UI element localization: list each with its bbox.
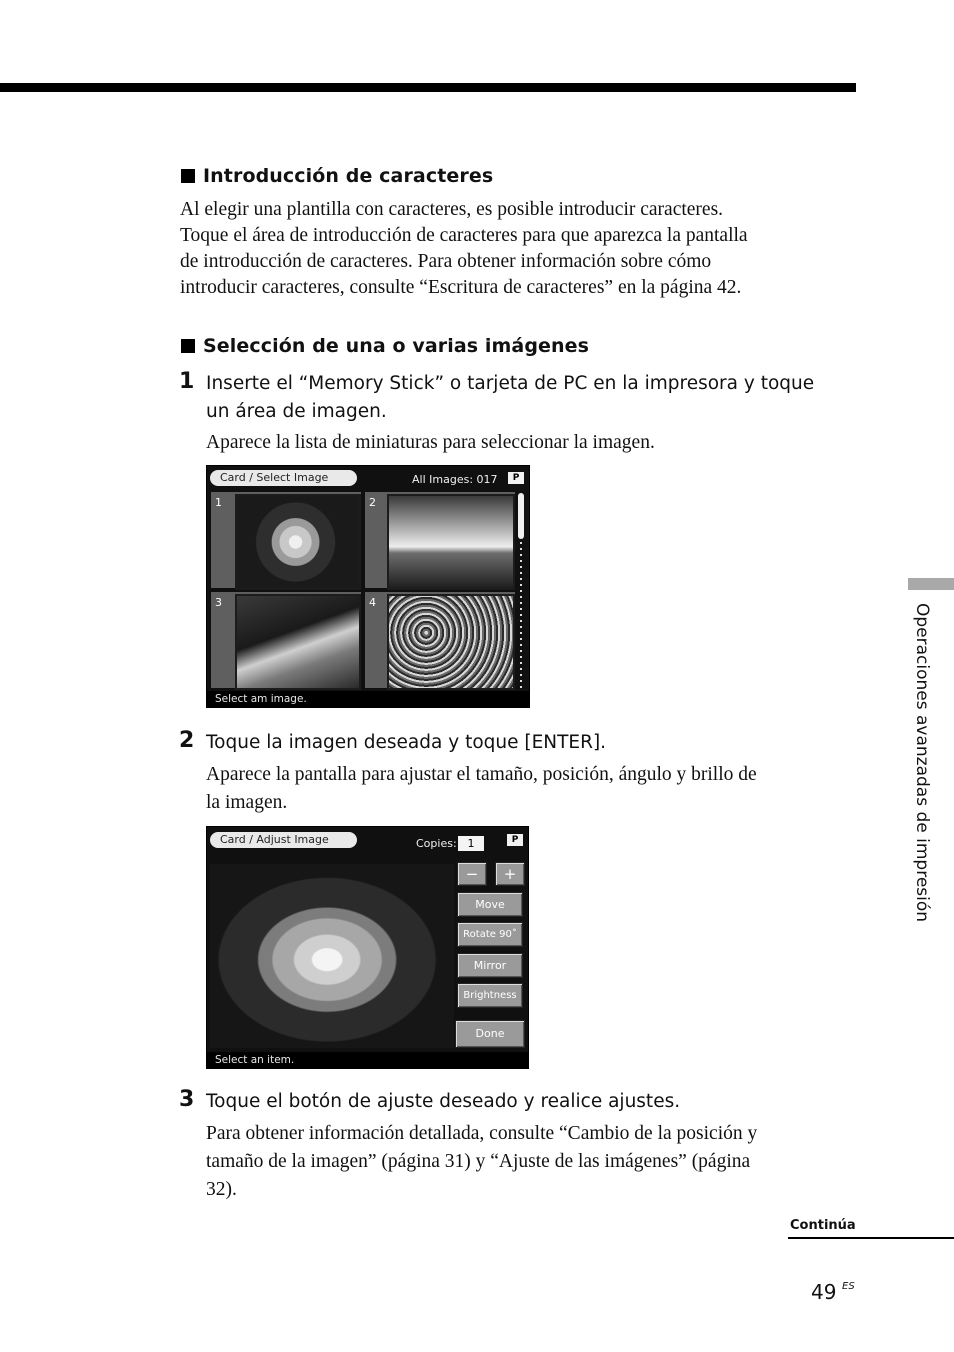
copies-field[interactable]: 1 [458,836,484,851]
thumbnail-coast [235,594,361,690]
scrollbar-thumb[interactable] [518,493,524,539]
zoom-in-button[interactable]: + [495,862,525,886]
status-bar: Select an item. [207,1052,528,1068]
copies-label: Copies: [416,837,457,850]
thumbnail-cell-2[interactable]: 2 [365,492,515,588]
side-tab-marker [908,578,954,590]
page-language-suffix: ES [842,1281,855,1292]
section-heading-characters: Introducción de caracteres [181,165,493,187]
page-number: 49 [811,1280,837,1304]
step-number: 2 [179,728,195,753]
zoom-out-button[interactable]: − [457,862,487,886]
image-count: All Images: 017 [412,473,498,486]
image-preview[interactable] [210,864,454,1048]
side-chapter-label: Operaciones avanzadas de impresión [912,603,932,923]
thumbnail-palm-beach [387,494,515,590]
square-bullet-icon [181,339,195,353]
print-button[interactable]: P [507,834,523,846]
thumbnail-flower [235,494,361,590]
section-heading-image-selection: Selección de una o varias imágenes [181,335,589,357]
square-bullet-icon [181,169,195,183]
step-result: Aparece la pantalla para ajustar el tamaño, posición, ángulo y brillo de la imagen. [206,764,757,813]
step-instruction: Inserte el “Memory Stick” o tarjeta de PC en la impresora y toque un área de imagen. [206,373,815,422]
brightness-button[interactable]: Brightness [457,983,523,1008]
thumbnail-cell-4[interactable]: 4 [365,592,515,688]
thumbnail-cell-3[interactable]: 3 [211,592,361,688]
step-result: Para obtener información detallada, consulte “Cambio de la posición y tamaño de la imagen” (página 31) y “Ajuste de las imágenes” (página 32). [206,1123,758,1200]
done-button[interactable]: Done [455,1020,525,1048]
step-instruction: Toque la imagen deseada y toque [ENTER]. [206,732,607,753]
step-instruction: Toque el botón de ajuste deseado y realice ajustes. [206,1091,681,1112]
move-button[interactable]: Move [457,892,523,917]
screen-select-image [206,465,530,708]
mirror-button[interactable]: Mirror [457,953,523,978]
continues-label: Continúa [790,1218,856,1233]
section1-paragraph: Al elegir una plantilla con caracteres, es posible introducir caracteres. Toque el área de introducción de caracteres para que aparezca la pantalla de introducción de caracteres. Para obtener información sobre cómo introducir caracteres, consulte “Escritura de caracteres” en la página 42. [180,199,748,298]
status-bar: Select am image. [207,691,529,707]
screen-adjust-image [206,826,529,1069]
scrollbar-track[interactable] [520,542,522,688]
step-result: Aparece la lista de miniaturas para seleccionar la imagen. [206,432,655,453]
print-button[interactable]: P [508,472,524,484]
top-rule [0,83,856,92]
thumbnail-flowers-field [387,594,515,690]
rotate-button[interactable]: Rotate 90˚ [457,922,523,947]
step-number: 3 [179,1087,195,1112]
thumbnail-cell-1[interactable]: 1 [211,492,361,588]
continues-rule [788,1237,954,1239]
step-number: 1 [179,369,195,394]
screen-title: Card / Select Image [210,470,357,486]
screen-title: Card / Adjust Image [210,832,357,848]
